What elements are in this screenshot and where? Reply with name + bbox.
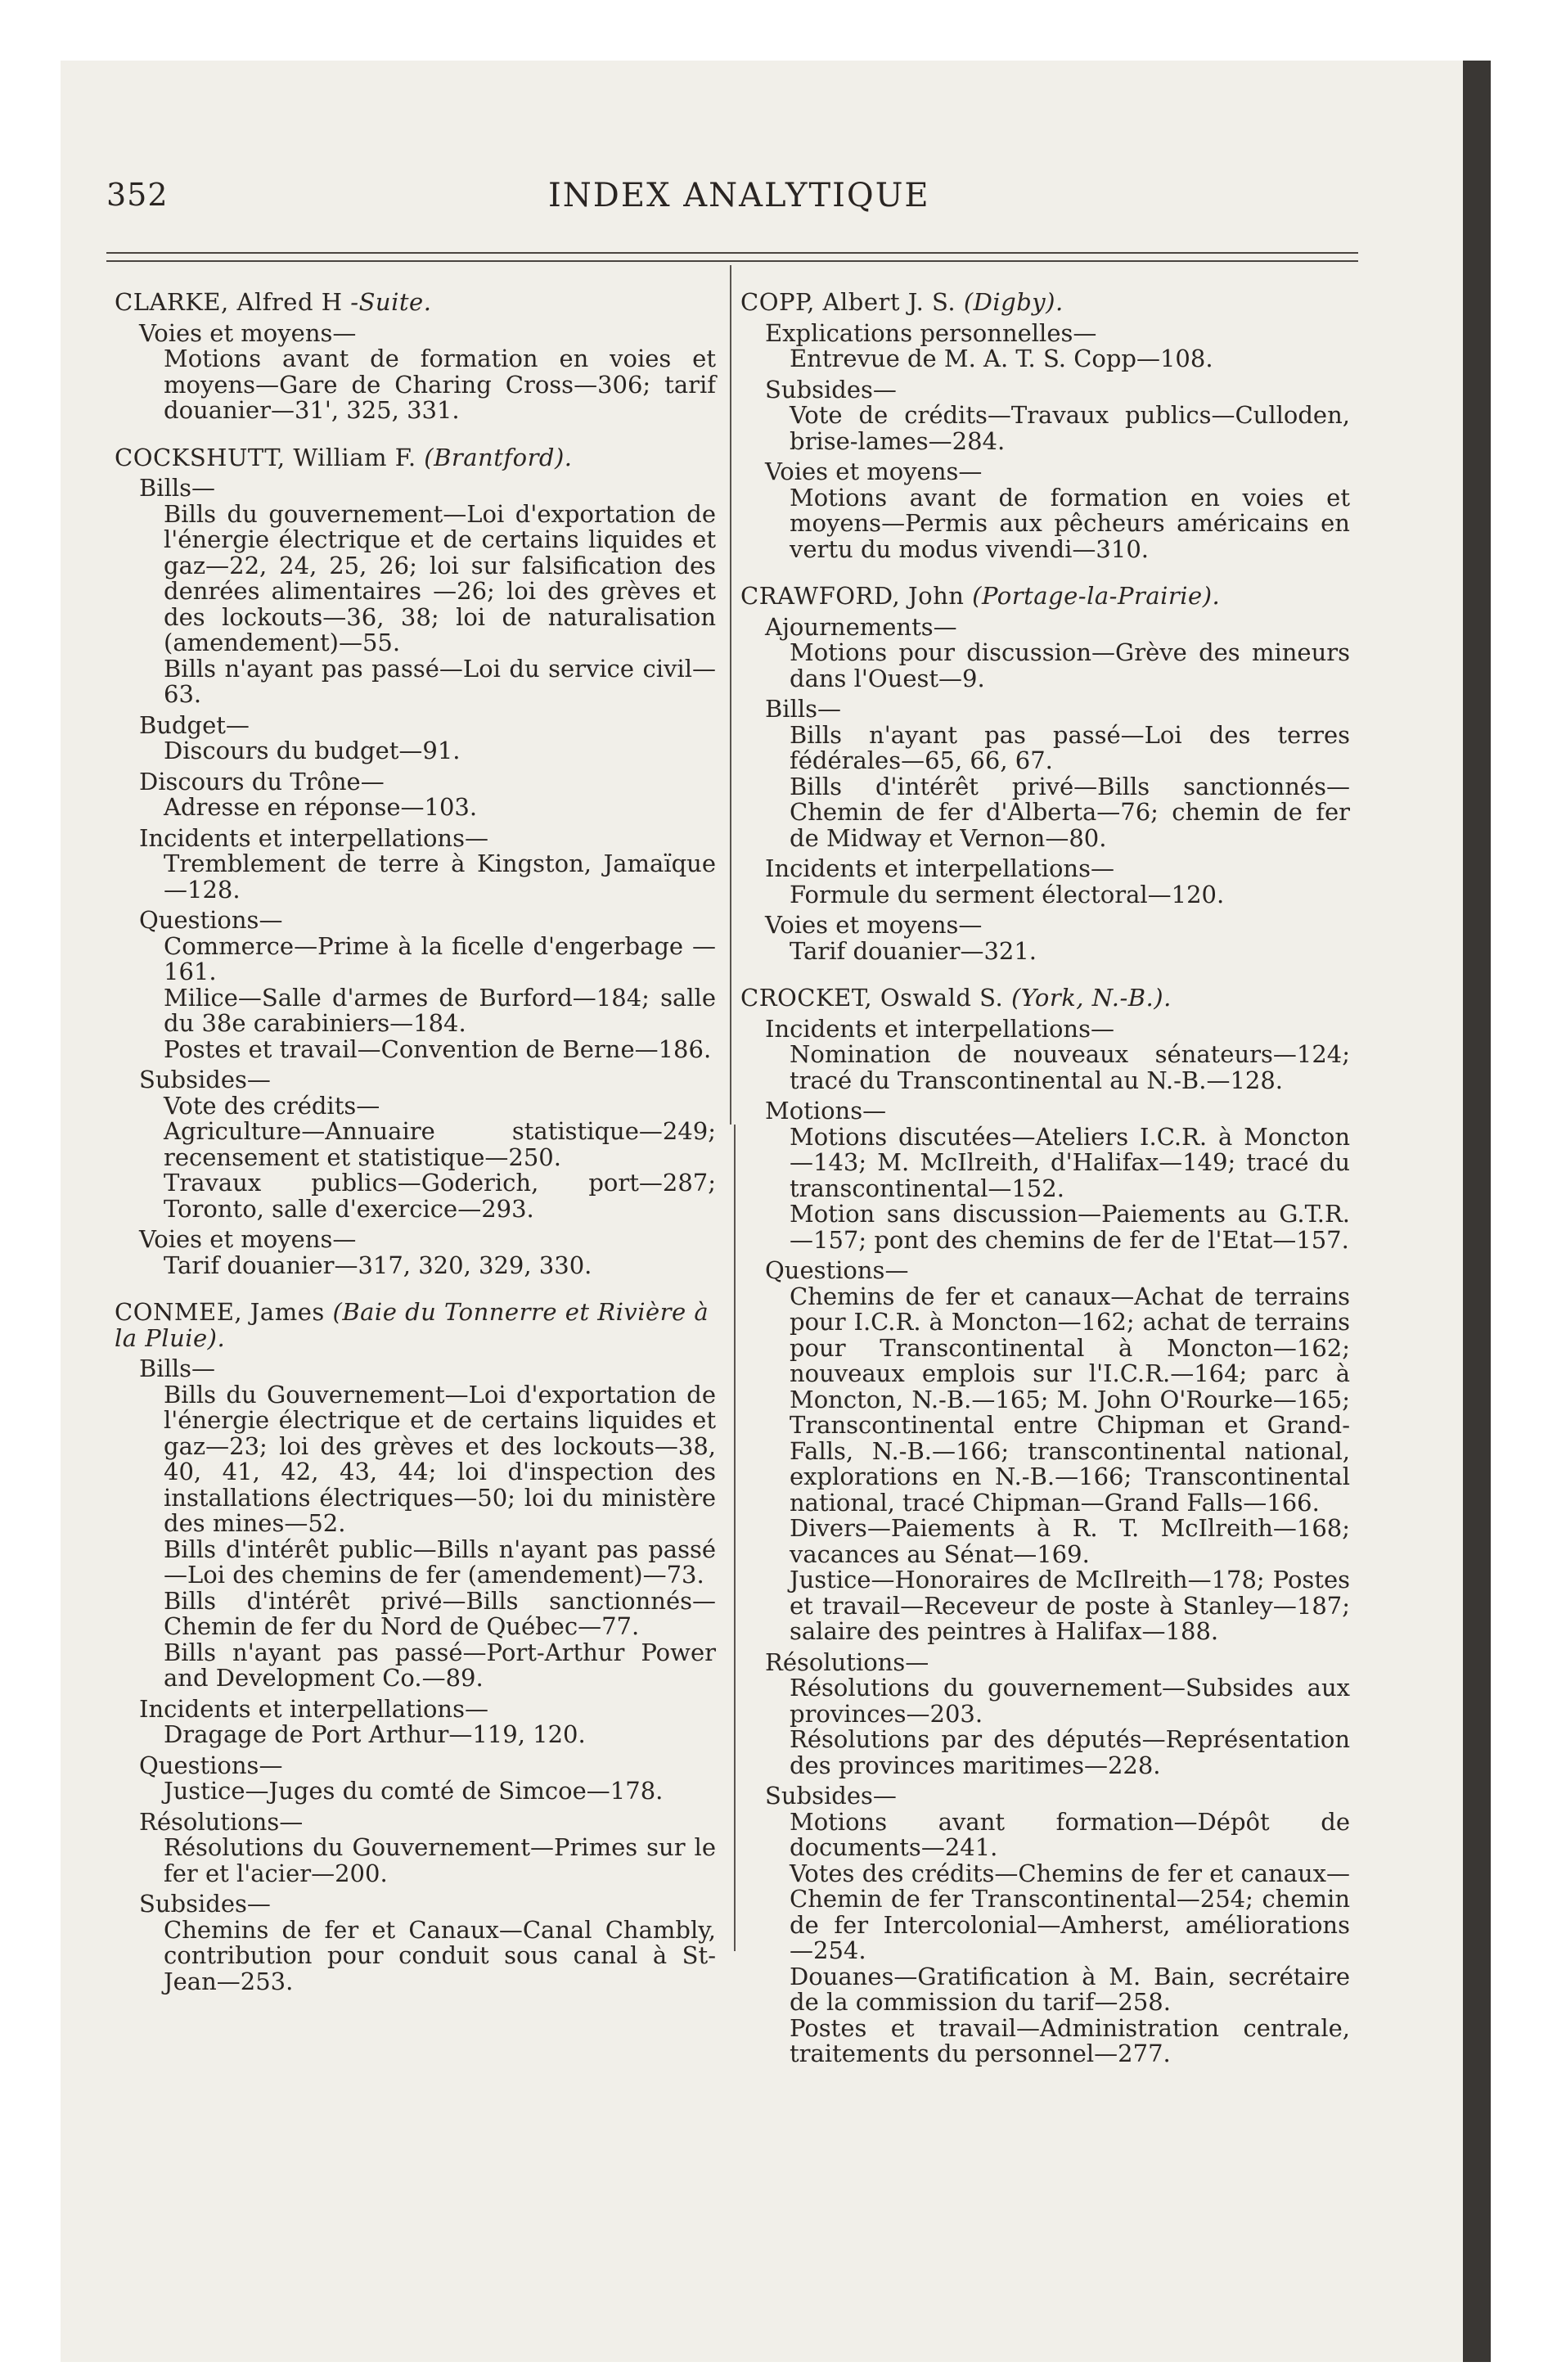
entry-section [139, 476, 716, 708]
section-title: Questions— [139, 906, 283, 934]
section-item: Douanes—Gratification à M. Bain, secrétaire de la commission du tarif—258. [790, 1962, 1350, 2016]
entry-section [765, 696, 1350, 851]
entry-section [139, 1227, 716, 1278]
section-title: Subsides— [139, 1066, 271, 1093]
section-item: Tarif douanier—321. [790, 936, 1037, 965]
section-item: Adresse en réponse—103. [164, 793, 478, 821]
section-item: Motions pour discussion—Grève des mineurs dans l'Ouest—9. [790, 638, 1350, 692]
index-entry [115, 445, 716, 1279]
section-title: Motions— [765, 1097, 887, 1125]
section-title: Ajournements— [765, 612, 957, 641]
entry-section [139, 908, 716, 1062]
header-rule-double [106, 260, 1358, 262]
index-entry [740, 985, 1350, 2067]
entry-name-text: CRAWFORD, John [740, 582, 965, 610]
right-column [740, 290, 1350, 2089]
section-item: Agriculture—Annuaire statistique—249; recensement et statistique—250. [164, 1117, 716, 1171]
page-number: 352 [106, 177, 169, 213]
entry-section [139, 1753, 716, 1805]
index-entry [740, 290, 1350, 562]
entry-section [765, 1098, 1350, 1253]
entry-section [765, 1258, 1350, 1645]
section-item: Motions avant de formation en voies et moyens—Permis aux pêcheurs américains en vertu du modus vivendi—310. [790, 483, 1350, 563]
entry-name-text: CROCKET, Oswald S. [740, 984, 1004, 1012]
section-item: Bills n'ayant pas passé—Port-Arthur Power and Development Co.—89. [164, 1638, 716, 1692]
section-item: Vote des crédits— [164, 1091, 380, 1120]
section-title: Résolutions— [139, 1807, 304, 1836]
section-item: Travaux publics—Goderich, port—287; Toronto, salle d'exercice—293. [164, 1169, 716, 1223]
section-item: Dragage de Port Arthur—119, 120. [164, 1720, 586, 1748]
entry-name [115, 290, 716, 316]
section-item: Motions avant de formation en voies et moyens—Gare de Charing Cross—306; tarif douanier—31', 325, 331. [164, 345, 716, 424]
index-entry [740, 584, 1350, 964]
entry-section [139, 318, 716, 424]
section-title: Résolutions— [765, 1648, 929, 1676]
section-item: Bills d'intérêt public—Bills n'ayant pas passé—Loi des chemins de fer (amendement)—73. [164, 1535, 716, 1589]
section-item: Motions discutées—Ateliers I.C.R. à Moncton—143; M. McIlreith, d'Halifax—149; tracé du transcontinental—152. [790, 1122, 1350, 1202]
entry-section [139, 710, 716, 764]
running-title: INDEX ANALYTIQUE [548, 177, 930, 214]
entry-section [765, 612, 1350, 692]
entry-section [139, 769, 716, 821]
section-item: Bills d'intérêt privé—Bills sanctionnés—Chemin de fer du Nord de Québec—77. [164, 1586, 716, 1640]
section-item: Bills n'ayant pas passé—Loi du service civil—63. [164, 654, 716, 708]
section-title: Incidents et interpellations— [139, 823, 488, 852]
section-title: Bills— [139, 1355, 216, 1382]
entry-section [765, 1783, 1350, 2067]
entry-name [740, 985, 1350, 1012]
entry-name-text: COCKSHUTT, William F. [115, 443, 416, 471]
entry-section [139, 1891, 716, 1995]
section-title: Discours du Trône— [139, 767, 385, 796]
section-title: Explications personnelles— [765, 318, 1097, 347]
section-item: Postes et travail—Administration centrale, traitements du personnel—277. [790, 2013, 1350, 2067]
entry-section [139, 1807, 716, 1887]
section-item: Motions avant formation—Dépôt de documents—241. [790, 1807, 1350, 1861]
entry-section [139, 823, 716, 904]
section-title: Incidents et interpellations— [139, 1694, 488, 1723]
entry-qualifier: -Suite. [350, 288, 432, 316]
entry-qualifier: (Portage-la-Prairie). [972, 582, 1221, 610]
section-item: Tremblement de terre à Kingston, Jamaïque—128. [164, 850, 716, 904]
section-item: Tarif douanier—317, 320, 329, 330. [164, 1251, 592, 1279]
entry-section [765, 459, 1350, 562]
section-title: Questions— [765, 1256, 909, 1284]
entry-name-text: CLARKE, Alfred H [115, 288, 343, 316]
section-title: Bills— [765, 695, 842, 723]
section-title: Voies et moyens— [765, 911, 983, 939]
section-item: Justice—Honoraires de McIlreith—178; Postes et travail—Receveur de poste à Stanley—187; salaire des peintres à Halifax—188. [790, 1566, 1350, 1645]
section-title: Budget— [139, 710, 250, 739]
scan-edge [1463, 61, 1491, 2362]
index-entry [115, 1300, 716, 1995]
entry-section [139, 1067, 716, 1222]
entry-qualifier: (York, N.-B.). [1010, 984, 1172, 1012]
header-rule [106, 252, 1358, 254]
section-item: Vote de crédits—Travaux publics—Culloden, brise-lames—284. [790, 401, 1350, 455]
entry-section [765, 1650, 1350, 1779]
section-item: Formule du serment électoral—120. [790, 880, 1225, 908]
entry-section [139, 1694, 716, 1748]
section-item: Résolutions par des députés—Représentation des provinces maritimes—228. [790, 1725, 1350, 1779]
section-title: Subsides— [765, 375, 897, 403]
section-title: Voies et moyens— [139, 318, 357, 347]
section-item: Discours du budget—91. [164, 737, 461, 764]
section-title: Questions— [139, 1751, 283, 1779]
section-item: Divers—Paiements à R. T. McIlreith—168; vacances au Sénat—169. [790, 1514, 1350, 1568]
entry-section [765, 1016, 1350, 1094]
section-item: Bills du gouvernement—Loi d'exportation de l'énergie électrique et de certains liquides et gaz—22, 24, 25, 26; loi sur falsification des denrées alimentaires —26; loi des grèves et des lockouts—36, 38; loi de naturalisation (amendement)—55. [164, 499, 716, 656]
section-item: Postes et travail—Convention de Berne—186. [164, 1034, 712, 1063]
section-title: Incidents et interpellations— [765, 1014, 1114, 1043]
section-item: Votes des crédits—Chemins de fer et canaux—Chemin de fer Transcontinental—254; chemin de fer Intercolonial—Amherst, améliorations—254. [790, 1859, 1350, 1964]
entry-section [765, 913, 1350, 964]
entry-section [139, 1356, 716, 1692]
section-item: Chemins de fer et Canaux—Canal Chambly, contribution pour conduit sous canal à St-Jean—253. [164, 1915, 716, 1995]
section-item: Motion sans discussion—Paiements au G.T.R.—157; pont des chemins de fer de l'Etat—157. [790, 1200, 1350, 1254]
entry-section [765, 318, 1350, 372]
section-item: Commerce—Prime à la ficelle d'engerbage —161. [164, 931, 716, 985]
section-item: Résolutions du gouvernement—Subsides aux provinces—203. [790, 1674, 1350, 1728]
section-title: Subsides— [139, 1890, 271, 1918]
entry-section [765, 377, 1350, 455]
entry-name [740, 584, 1350, 610]
section-item: Chemins de fer et canaux—Achat de terrains pour I.C.R. à Moncton—162; achat de terrains pour Transcontinental à Moncton—162; nouveaux emplois sur l'I.C.R.—164; parc à Moncton, N.-B.—165; M. John O'Rourke—165; Transcontinental entre Chipman et Grand-Falls, N.-B.—166; transcontinental national, explorations en N.-B.—166; Transcontinental national, tracé Chipman—Grand Falls—166. [790, 1282, 1350, 1517]
section-item: Bills d'intérêt privé—Bills sanctionnés—Chemin de fer d'Alberta—76; chemin de fer de Midway et Vernon—80. [790, 772, 1350, 852]
index-entry [115, 290, 716, 424]
column-divider-lower [734, 1125, 736, 1951]
section-item: Résolutions du Gouvernement—Primes sur le fer et l'acier—200. [164, 1833, 716, 1887]
section-title: Voies et moyens— [139, 1225, 357, 1253]
section-item: Milice—Salle d'armes de Burford—184; salle du 38e carabiniers—184. [164, 983, 716, 1037]
section-item: Entrevue de M. A. T. S. Copp—108. [790, 345, 1213, 372]
entry-name [115, 1300, 716, 1351]
entry-section [765, 856, 1350, 908]
section-item: Bills n'ayant pas passé—Loi des terres fédérales—65, 66, 67. [790, 720, 1350, 774]
section-title: Incidents et interpellations— [765, 854, 1114, 882]
section-title: Subsides— [765, 1782, 897, 1810]
entry-qualifier: (Digby). [963, 288, 1064, 316]
entry-name [740, 290, 1350, 316]
section-title: Voies et moyens— [765, 458, 983, 485]
entry-name-text: COPP, Albert J. S. [740, 288, 956, 316]
left-column [115, 290, 716, 2016]
entry-name [115, 445, 716, 471]
entry-name-text: CONMEE, James [115, 1298, 325, 1326]
section-item: Nomination de nouveaux sénateurs—124; tracé du Transcontinental au N.-B.—128. [790, 1040, 1350, 1094]
section-item: Justice—Juges du comté de Simcoe—178. [164, 1777, 664, 1805]
section-title: Bills— [139, 474, 216, 502]
entry-qualifier: (Baie du Tonnerre et Rivière à la Pluie). [115, 1298, 709, 1352]
entry-qualifier: (Brantford). [424, 443, 573, 471]
column-divider [730, 265, 731, 1125]
section-item: Bills du Gouvernement—Loi d'exportation de l'énergie électrique et de certains liquides et gaz—23; loi des grèves et des lockouts—38, 40, 41, 42, 43, 44; loi d'inspection des installations électriques—50; loi du ministère des mines—52. [164, 1380, 716, 1537]
